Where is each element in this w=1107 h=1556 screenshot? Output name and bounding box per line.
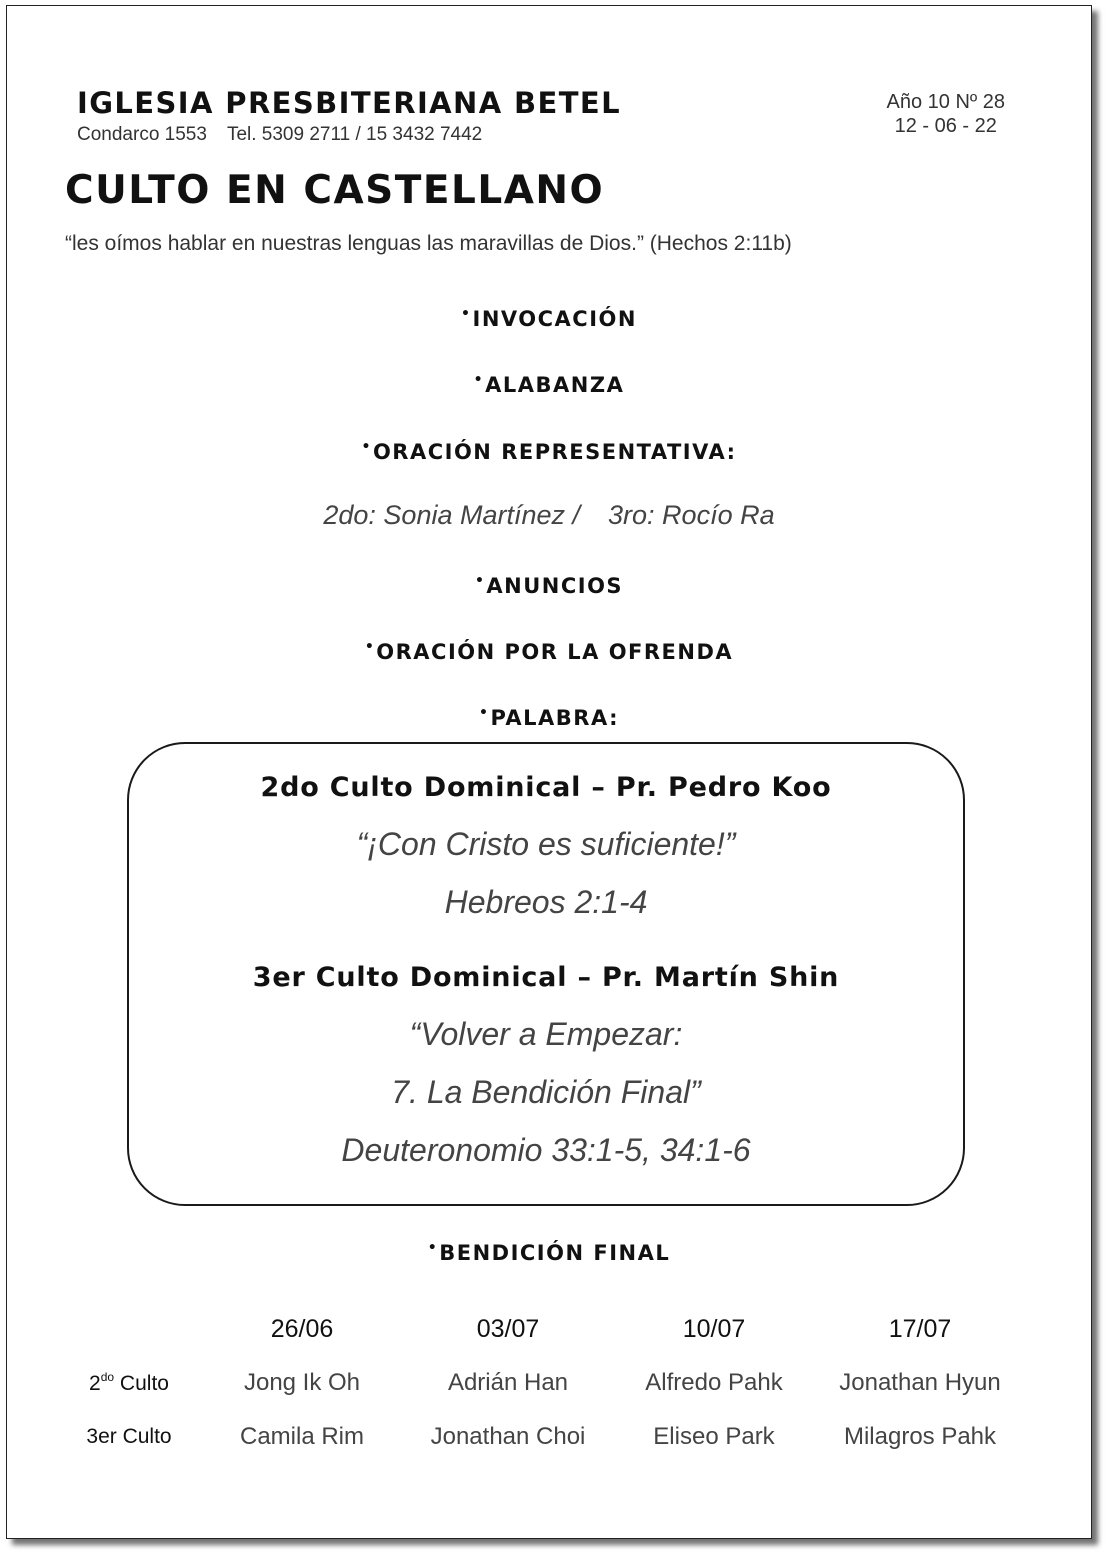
sermon-2do-heading: 2do Culto Dominical – Pr. Pedro Koo — [260, 772, 832, 803]
section-alabanza: •ALABANZA — [473, 372, 625, 397]
issue-number: Año 10 Nº 28 — [886, 91, 1005, 113]
section-invocacion: •INVOCACIÓN — [461, 306, 637, 331]
sermon-3er-reference: Deuteronomio 33:1-5, 34:1-6 — [341, 1132, 751, 1168]
schedule-date: 26/06 — [270, 1314, 334, 1343]
sermon-2do-reference: Hebreos 2:1-4 — [444, 884, 648, 920]
schedule-cell: Camila Rim — [239, 1423, 364, 1450]
sermon-2do-title: “¡Con Cristo es suficiente!” — [356, 826, 736, 862]
church-name: IGLESIA PRESBITERIANA BETEL — [77, 86, 622, 120]
sermon-3er-heading: 3er Culto Dominical – Pr. Martín Shin — [252, 962, 840, 993]
bulletin-page — [6, 5, 1092, 1539]
schedule-cell: Jong Ik Oh — [243, 1369, 361, 1396]
theme-verse: “les oímos hablar en nuestras lenguas las maravillas de Dios.” (Hechos 2:11b) — [65, 232, 792, 255]
page-title: CULTO EN CASTELLANO — [65, 168, 605, 213]
prayer-2do: 2do: Sonia Martínez / — [323, 500, 581, 530]
schedule-table — [59, 1302, 1023, 1464]
schedule-row-3er — [59, 1410, 1023, 1464]
schedule-cell: Jonathan Hyun — [839, 1369, 1001, 1396]
schedule-date: 17/07 — [888, 1314, 952, 1343]
row-label-2do: $2^{do}$ Culto — [89, 1370, 169, 1395]
prayer-leaders — [7, 500, 1091, 531]
schedule-corner — [59, 1302, 199, 1356]
schedule-row-2do — [59, 1356, 1023, 1410]
section-oracion-representativa: •ORACIÓN REPRESENTATIVA: — [361, 439, 737, 464]
issue-date: 12 - 06 - 22 — [894, 115, 997, 137]
church-address — [77, 124, 482, 146]
section-anuncios: •ANUNCIOS — [474, 573, 624, 598]
sermon-box — [127, 742, 965, 1206]
sermon-3er-title-1: “Volver a Empezar: — [409, 1016, 683, 1052]
schedule-cell: Milagros Pahk — [843, 1423, 997, 1450]
prayer-3ro: 3ro: Rocío Ra — [608, 500, 775, 530]
street-address: Condarco 1553 — [77, 124, 207, 145]
schedule-cell: Eliseo Park — [653, 1423, 775, 1450]
schedule-cell: Adrián Han — [447, 1369, 569, 1396]
schedule-dates-row — [59, 1302, 1023, 1356]
section-palabra: •PALABRA: — [478, 705, 620, 730]
schedule-date: 10/07 — [682, 1314, 746, 1343]
schedule-cell: Jonathan Choi — [430, 1423, 586, 1450]
schedule-date: 03/07 — [476, 1314, 540, 1343]
row-label-3er: 3er Culto — [86, 1425, 172, 1448]
section-bendicion-final: •BENDICIÓN FINAL — [427, 1240, 671, 1265]
sermon-3er-title-2: 7. La Bendición Final” — [391, 1074, 701, 1110]
phone-numbers: Tel. 5309 2711 / 15 3432 7442 — [226, 124, 483, 145]
schedule-cell: Alfredo Pahk — [645, 1369, 783, 1396]
issue-info — [887, 90, 1006, 138]
section-oracion-ofrenda: •ORACIÓN POR LA OFRENDA — [364, 639, 734, 664]
